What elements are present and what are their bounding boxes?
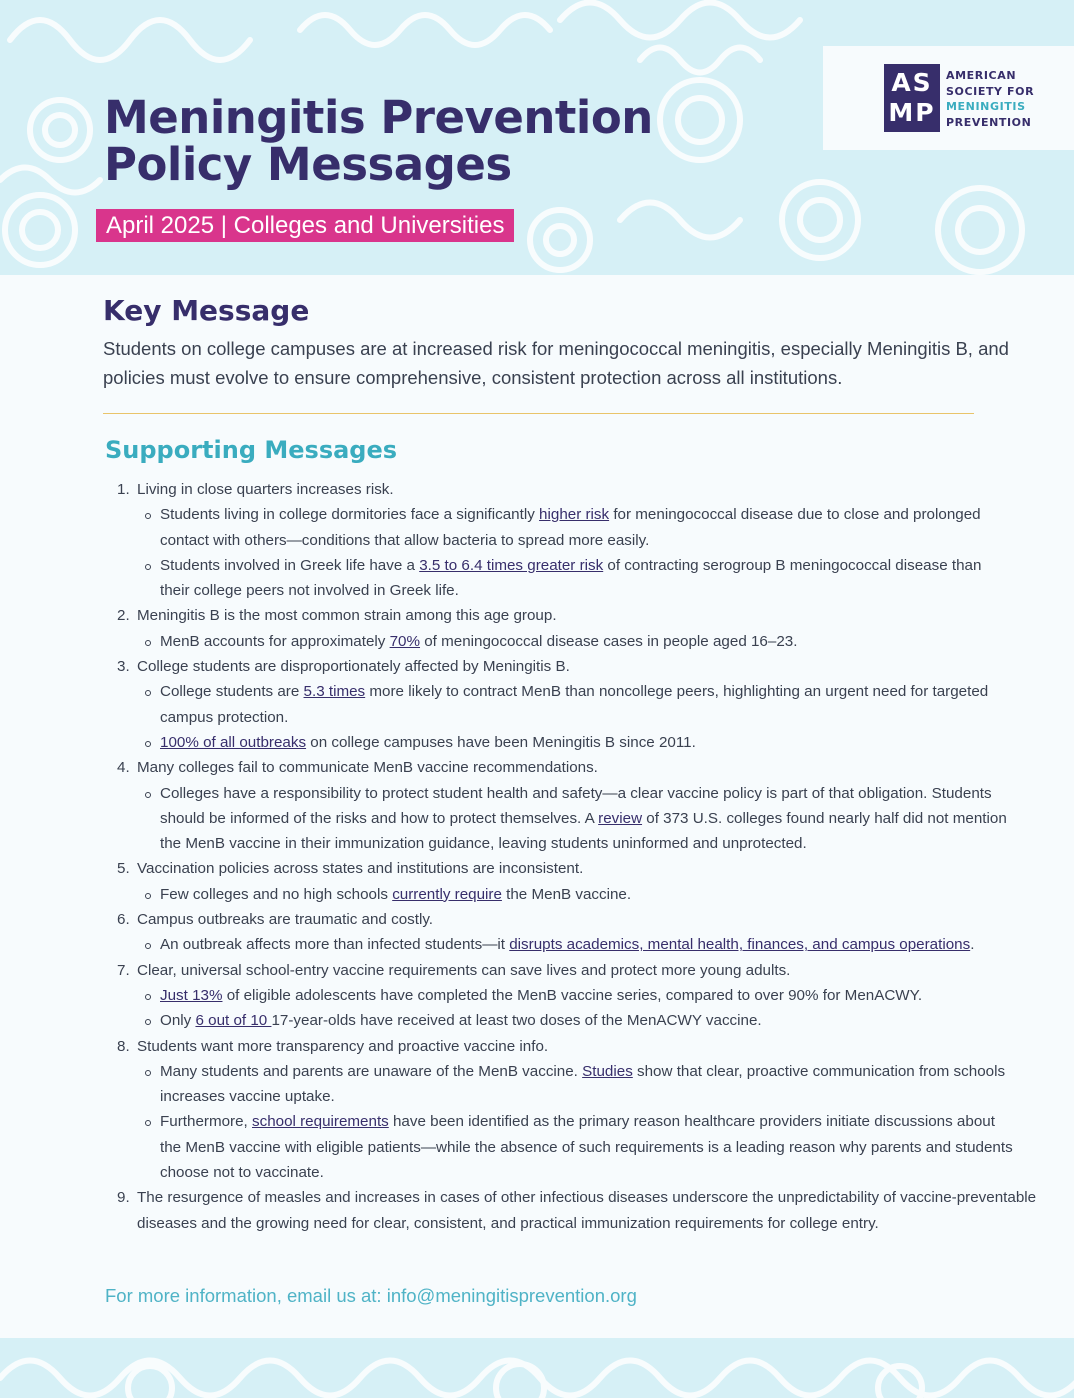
item-number: 2. xyxy=(117,607,130,625)
sub-bullet-item xyxy=(0,730,1074,755)
sub-text: for meningococcal disease due to close and prolonged contact with others—conditions that allow bacteria to spread more easily. xyxy=(160,506,981,549)
bullet-icon xyxy=(145,741,151,747)
source-link[interactable]: Studies xyxy=(582,1062,633,1080)
sub-text: of meningococcal disease cases in people aged 16–23. xyxy=(420,632,798,650)
source-link[interactable]: review xyxy=(598,809,643,827)
source-link[interactable]: disrupts academics, mental health, finances, and campus operations xyxy=(509,936,971,954)
item-number: 5. xyxy=(117,860,130,878)
sub-bullet-item xyxy=(0,983,1074,1008)
sub-text: College students are xyxy=(160,683,304,701)
sub-text: the MenB vaccine. xyxy=(501,885,632,903)
sub-text: MenB accounts for approximately xyxy=(160,632,390,650)
source-link[interactable]: 100% of all outbreaks xyxy=(160,733,307,751)
item-number: 3. xyxy=(117,658,130,676)
bullet-icon xyxy=(145,690,151,696)
logo-wordmark: AMERICAN SOCIETY FOR MENINGITIS PREVENTION xyxy=(946,69,1035,129)
sub-bullet-item xyxy=(0,502,1074,553)
item-text: Clear, universal school-entry vaccine requirements can save lives and protect more young adults. xyxy=(137,961,791,979)
supporting-messages-list xyxy=(0,477,1074,1236)
footer-swirl-pattern xyxy=(0,1338,1074,1398)
sub-bullet-item xyxy=(0,1008,1074,1033)
bullet-icon xyxy=(145,943,151,949)
source-link[interactable]: 5.3 times xyxy=(303,683,366,701)
sub-text: on college campuses have been Meningitis B since 2011. xyxy=(306,733,696,751)
sub-bullet-item xyxy=(0,679,1074,730)
sub-text: 17-year-olds have received at least two doses of the MenACWY vaccine. xyxy=(271,1012,762,1030)
key-message-heading: Key Message xyxy=(103,294,310,327)
list-item xyxy=(0,907,1074,932)
contact-line[interactable]: For more information, email us at: info@meningitisprevention.org xyxy=(105,1285,637,1306)
source-link[interactable]: school requirements xyxy=(252,1113,389,1131)
logo xyxy=(823,46,1074,150)
source-link[interactable]: higher risk xyxy=(539,506,610,524)
sub-text: Only xyxy=(160,1012,196,1030)
sub-text: Many students and parents are unaware of the MenB vaccine. xyxy=(160,1062,583,1080)
sub-text: Few colleges and no high schools xyxy=(160,885,393,903)
sub-bullet-item xyxy=(0,882,1074,907)
source-link[interactable]: 6 out of 10 xyxy=(195,1012,272,1030)
bullet-icon xyxy=(145,893,151,899)
sub-text: An outbreak affects more than infected students—it xyxy=(160,936,510,954)
list-item xyxy=(0,755,1074,780)
list-item xyxy=(0,958,1074,983)
sub-text: Students involved in Greek life have a xyxy=(160,556,420,574)
bullet-icon xyxy=(145,994,151,1000)
bullet-icon xyxy=(145,1070,151,1076)
sub-text: of contracting serogroup B meningococcal disease than their college peers not involved in Greek life. xyxy=(160,556,982,600)
list-item xyxy=(0,856,1074,881)
item-text: Living in close quarters increases risk. xyxy=(137,481,394,498)
key-message-body: Students on college campuses are at increased risk for meningococcal meningitis, especially Meningitis B, and policies must evolve to ensure comprehensive, consistent protection across all institutions. xyxy=(103,338,1009,388)
item-text: Campus outbreaks are traumatic and costly. xyxy=(137,911,434,929)
item-number: 4. xyxy=(117,759,130,777)
item-number: 1. xyxy=(117,481,130,498)
logo-mark: AS MP xyxy=(884,64,940,132)
list-item xyxy=(0,1185,1074,1236)
list-item xyxy=(0,654,1074,679)
sub-text: of eligible adolescents have completed the MenB vaccine series, compared to over 90% for MenACWY. xyxy=(222,986,923,1004)
page-title: Meningitis Prevention Policy Messages xyxy=(104,91,653,191)
item-text: Students want more transparency and proactive vaccine info. xyxy=(137,1037,549,1055)
item-number: 7. xyxy=(117,961,130,979)
sub-bullet-item xyxy=(0,781,1074,857)
list-item xyxy=(0,603,1074,628)
bullet-icon xyxy=(145,564,151,570)
date-audience-tag: April 2025 | Colleges and Universities xyxy=(96,209,514,242)
sub-text: Furthermore, xyxy=(160,1113,252,1131)
sub-text: more likely to contract MenB than noncollege peers, highlighting an urgent need for targeted campus protection. xyxy=(160,683,989,726)
sub-bullet-item xyxy=(0,553,1074,604)
sub-bullet-item xyxy=(0,629,1074,654)
bullet-icon xyxy=(145,640,151,646)
item-text: College students are disproportionately affected by Meningitis B. xyxy=(137,658,570,676)
bullet-icon xyxy=(145,1120,151,1126)
item-number: 6. xyxy=(117,911,130,929)
item-text: The resurgence of measles and increases in cases of other infectious diseases underscore the unpredictability of vaccine-preventable diseases and the growing need for clear, consistent, and practical immunization requirements for college entry. xyxy=(137,1189,1037,1232)
sub-text: Colleges have a responsibility to protect student health and safety—a clear vaccine policy is part of that obligation. Students should be informed of the risks and how to protect themselves. A xyxy=(160,784,992,827)
sub-text: Students living in college dormitories face a significantly xyxy=(160,506,540,524)
sub-text: of 373 U.S. colleges found nearly half did not mention the MenB vaccine in their immunization guidance, leaving students uninformed and unprotected. xyxy=(160,809,1007,853)
sub-bullet-item xyxy=(0,932,1074,957)
divider xyxy=(103,413,974,414)
sub-bullet-item xyxy=(0,1109,1074,1185)
source-link[interactable]: Just 13% xyxy=(160,986,223,1004)
sub-bullet-item xyxy=(0,1059,1074,1110)
supporting-messages-heading: Supporting Messages xyxy=(105,436,398,464)
bullet-icon xyxy=(145,513,151,519)
list-item xyxy=(0,477,1074,502)
sub-text: show that clear, proactive communication from schools increases vaccine uptake. xyxy=(160,1062,1006,1106)
item-number: 9. xyxy=(117,1189,130,1207)
item-text: Vaccination policies across states and institutions are inconsistent. xyxy=(137,860,584,878)
source-link[interactable]: currently require xyxy=(392,885,502,903)
sub-text: have been identified as the primary reason healthcare providers initiate discussions about the MenB vaccine with eligible patients—while the absence of such requirements is a leading reason why parents and students choose not to vaccinate. xyxy=(160,1113,1013,1182)
item-number: 8. xyxy=(117,1037,130,1055)
source-link[interactable]: 70% xyxy=(389,632,421,650)
footer-banner xyxy=(0,1338,1074,1398)
source-link[interactable]: 3.5 to 6.4 times greater risk xyxy=(419,556,604,574)
item-text: Meningitis B is the most common strain among this age group. xyxy=(137,607,557,625)
bullet-icon xyxy=(145,792,151,798)
item-text: Many colleges fail to communicate MenB vaccine recommendations. xyxy=(137,759,598,777)
list-item xyxy=(0,1034,1074,1059)
sub-text: . xyxy=(970,936,975,954)
bullet-icon xyxy=(145,1019,151,1025)
